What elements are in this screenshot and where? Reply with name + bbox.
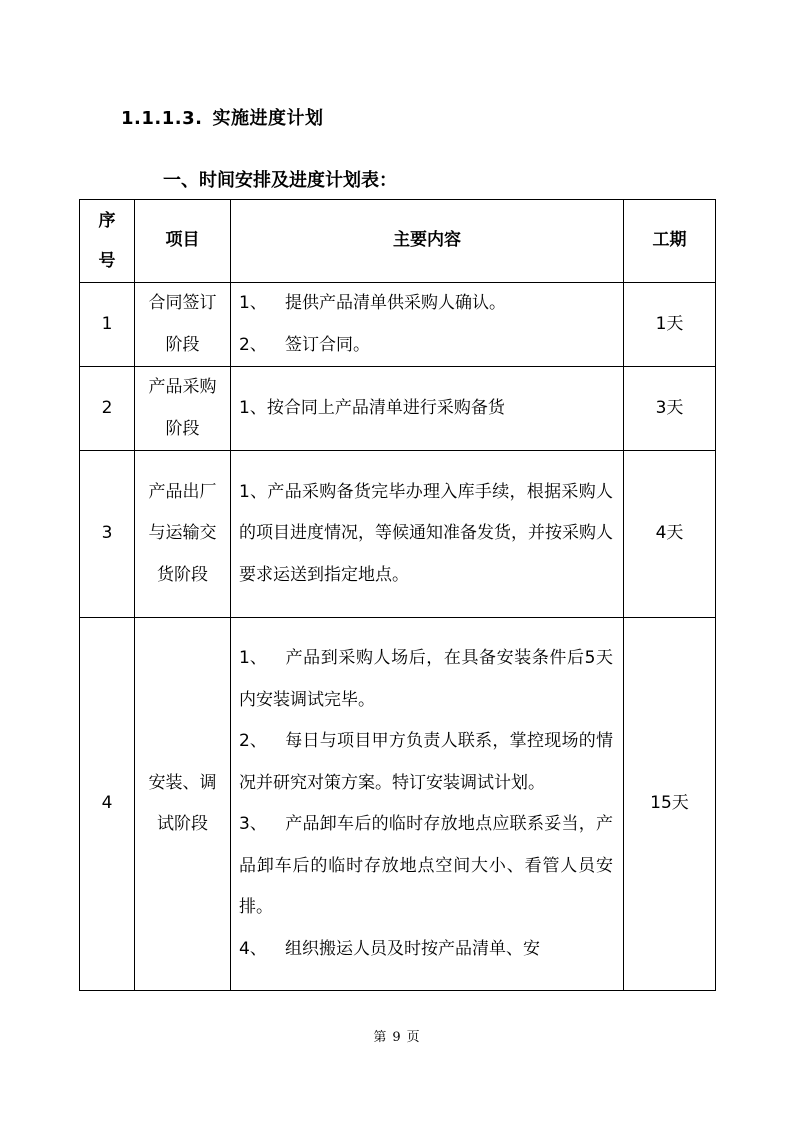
row-duration: 3天: [624, 367, 716, 451]
row-duration: 15天: [624, 618, 716, 991]
row-index: 4: [80, 618, 135, 991]
content-item: 1、产品采购备货完毕办理入库手续，根据采购人的项目进度情况，等候通知准备发货，并按采购人要求运送到指定地点。: [239, 481, 613, 585]
page-footer: [0, 1026, 793, 1045]
row-index: 1: [80, 283, 135, 367]
row-stage: 产品出厂与运输交货阶段: [135, 451, 231, 618]
content-item: 2、 每日与项目甲方负责人联系，掌控现场的情况并研究对策方案。特订安装调试计划。: [239, 731, 613, 793]
row-duration: 1天: [624, 283, 716, 367]
table-row: [80, 283, 716, 367]
row-index: 3: [80, 451, 135, 618]
header-index: 序号: [80, 200, 135, 283]
row-duration: 4天: [624, 451, 716, 618]
content-item: 3、 产品卸车后的临时存放地点应联系妥当，产品卸车后的临时存放地点空间大小、看管人员安排。: [239, 814, 613, 917]
row-stage: 产品采购阶段: [135, 367, 231, 451]
header-content: 主要内容: [231, 200, 624, 283]
table-header-row: [80, 200, 716, 283]
page-suffix: 页: [406, 1030, 420, 1045]
table-row: [80, 451, 716, 618]
table-caption: 一、时间安排及进度计划表：: [163, 170, 397, 191]
table-row: [80, 618, 716, 991]
table-row: [80, 367, 716, 451]
row-content: [231, 451, 624, 618]
content-item: 1、按合同上产品清单进行采购备货: [239, 397, 505, 418]
schedule-table: [79, 199, 716, 991]
section-title: 实施进度计划: [212, 108, 324, 129]
header-duration: 工期: [624, 200, 716, 283]
row-stage: 安装、调试阶段: [135, 618, 231, 991]
row-content: [231, 618, 624, 991]
row-content: [231, 283, 624, 367]
section-heading: [121, 104, 323, 130]
page-prefix: 第: [373, 1030, 387, 1045]
content-item: 1、 产品到采购人场后，在具备安装条件后5天内安装调试完毕。: [239, 648, 613, 710]
page-number: 9: [392, 1030, 401, 1045]
content-item: 2、 签订合同。: [239, 334, 370, 355]
section-number: 1.1.1.3.: [121, 108, 203, 129]
row-stage: 合同签订阶段: [135, 283, 231, 367]
content-item: 4、 组织搬运人员及时按产品清单、安: [239, 938, 540, 959]
row-content: [231, 367, 624, 451]
header-stage: 项目: [135, 200, 231, 283]
content-item: 1、 提供产品清单供采购人确认。: [239, 293, 506, 313]
row-index: 2: [80, 367, 135, 451]
